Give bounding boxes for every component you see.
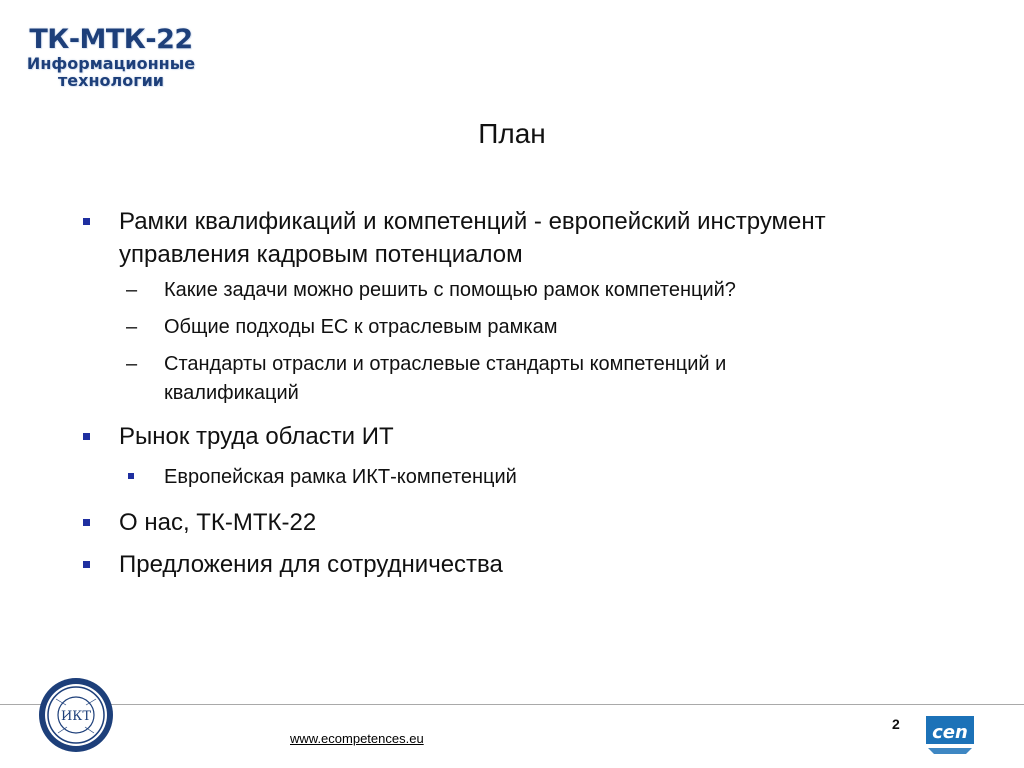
- bullet-item: [78, 548, 988, 581]
- bullet-text-cont: управления кадровым потенциалом: [119, 241, 523, 268]
- square-bullet-icon: [83, 433, 90, 440]
- dash-bullet-icon: –: [126, 353, 138, 375]
- sub-bullet-item: [78, 350, 988, 408]
- slide-title: План: [478, 118, 546, 149]
- logo-line-1: ТК-МТК-22: [29, 24, 193, 55]
- square-bullet-icon: [83, 218, 90, 225]
- sub-bullet-text: Европейская рамка ИКТ-компетенций: [164, 466, 517, 488]
- sub-bullet-item: [78, 313, 988, 342]
- logo-line-3: технологии: [58, 71, 164, 90]
- tk-mtk-logo: [26, 24, 196, 89]
- bullet-text: О нас, ТК-МТК-22: [119, 509, 317, 536]
- bullet-text: Рамки квалификаций и компетенций - европейский инструмент: [119, 208, 826, 235]
- sub-bullet-item: [78, 463, 988, 492]
- dash-bullet-icon: –: [126, 316, 138, 338]
- sub-bullet-text: Стандарты отрасли и отраслевые стандарты компетенций и: [164, 353, 727, 375]
- square-bullet-icon: [128, 473, 134, 479]
- logo-line-2: Информационные: [26, 54, 196, 73]
- bullet-list: [78, 205, 988, 581]
- bullet-item: [78, 506, 988, 539]
- square-bullet-icon: [83, 519, 90, 526]
- ikt-seal-icon: [36, 675, 116, 755]
- sub-bullet-text: Какие задачи можно решить с помощью рамок компетенций?: [164, 279, 736, 301]
- square-bullet-icon: [83, 561, 90, 568]
- cen-label: cen: [932, 722, 968, 743]
- cen-logo-icon: [926, 714, 976, 760]
- sub-bullet-text-cont: квалификаций: [164, 382, 299, 404]
- sub-bullet-item: [78, 276, 988, 305]
- bullet-text: Рынок труда области ИТ: [119, 423, 394, 450]
- sub-bullet-text: Общие подходы ЕС к отраслевым рамкам: [164, 316, 558, 338]
- dash-bullet-icon: –: [126, 279, 138, 301]
- bullet-item: [78, 205, 988, 271]
- bullet-item: [78, 420, 988, 453]
- page-number: 2: [892, 716, 900, 732]
- website-link[interactable]: www.ecompetences.eu: [290, 731, 424, 746]
- seal-label: ИКТ: [60, 709, 92, 724]
- bullet-text: Предложения для сотрудничества: [119, 551, 503, 578]
- footer-divider: [0, 704, 1024, 705]
